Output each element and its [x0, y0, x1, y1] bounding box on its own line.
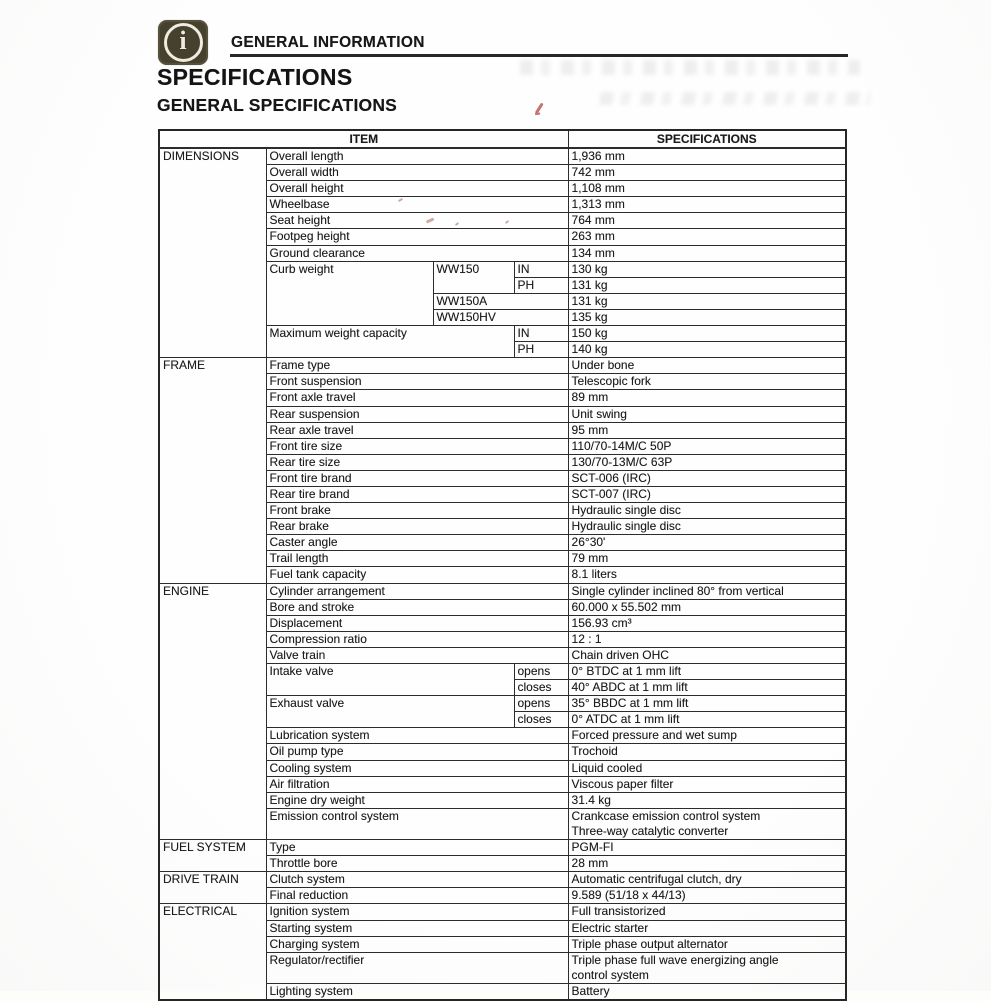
item-cell: Seat height [266, 213, 568, 229]
spec-cell: Crankcase emission control system Three-way catalytic converter [568, 808, 846, 839]
spec-cell: Battery [568, 983, 846, 1000]
item-cell: Regulator/rectifier [266, 952, 568, 983]
col-header-item: ITEM [159, 130, 568, 148]
item-cell: Air filtration [266, 776, 568, 792]
item-cell: Charging system [266, 936, 568, 952]
item-cell: closes [514, 680, 568, 696]
item-cell: Ground clearance [266, 245, 568, 261]
col-header-specifications: SPECIFICATIONS [568, 130, 846, 148]
spec-cell: Under bone [568, 358, 846, 374]
item-cell: Rear tire brand [266, 486, 568, 502]
spec-cell: 28 mm [568, 856, 846, 872]
table-header-row [159, 130, 846, 148]
spec-cell: Chain driven OHC [568, 647, 846, 663]
item-cell: Starting system [266, 920, 568, 936]
item-cell: Valve train [266, 647, 568, 663]
spec-cell: SCT-006 (IRC) [568, 470, 846, 486]
scan-artifact [520, 60, 860, 75]
item-cell: Footpeg height [266, 229, 568, 245]
item-cell: Wheelbase [266, 197, 568, 213]
item-cell: PH [514, 277, 568, 293]
spec-cell: 31.4 kg [568, 792, 846, 808]
item-cell: Lighting system [266, 983, 568, 1000]
item-cell: WW150 [433, 261, 514, 293]
item-cell: Overall width [266, 165, 568, 181]
spec-cell: Triple phase output alternator [568, 936, 846, 952]
item-cell: Clutch system [266, 872, 568, 888]
item-cell: Oil pump type [266, 744, 568, 760]
section-title: GENERAL SPECIFICATIONS [157, 95, 398, 115]
spec-cell: Electric starter [568, 920, 846, 936]
item-cell: Rear axle travel [266, 422, 568, 438]
page-title: SPECIFICATIONS [157, 64, 353, 90]
spec-cell: 156.93 cm³ [568, 615, 846, 631]
item-cell: Bore and stroke [266, 599, 568, 615]
spec-cell: 131 kg [568, 293, 846, 309]
category-cell: DRIVE TRAIN [159, 872, 266, 904]
specifications-table [158, 129, 847, 1001]
spec-cell: 0° ATDC at 1 mm lift [568, 712, 846, 728]
spec-cell: 140 kg [568, 342, 846, 358]
spec-cell: 1,936 mm [568, 148, 846, 165]
category-cell: ELECTRICAL [159, 904, 266, 1000]
item-cell: PH [514, 342, 568, 358]
spec-cell: 764 mm [568, 213, 846, 229]
spec-cell: Telescopic fork [568, 374, 846, 390]
spec-cell: 89 mm [568, 390, 846, 406]
item-cell: Front brake [266, 503, 568, 519]
item-cell: Rear brake [266, 519, 568, 535]
item-cell: Ignition system [266, 904, 568, 920]
category-cell: ENGINE [159, 583, 266, 840]
item-cell: Lubrication system [266, 728, 568, 744]
spec-cell: SCT-007 (IRC) [568, 486, 846, 502]
spec-cell: 79 mm [568, 551, 846, 567]
spec-cell: 150 kg [568, 326, 846, 342]
item-cell: opens [514, 664, 568, 680]
item-cell: Compression ratio [266, 631, 568, 647]
item-cell: Type [266, 840, 568, 856]
spec-row [159, 904, 846, 920]
item-cell: Exhaust valve [266, 696, 514, 728]
spec-row [159, 148, 846, 165]
item-cell: IN [514, 261, 568, 277]
spec-cell: 95 mm [568, 422, 846, 438]
spec-cell: 130/70-13M/C 63P [568, 454, 846, 470]
spec-cell: Automatic centrifugal clutch, dry [568, 872, 846, 888]
item-cell: Throttle bore [266, 856, 568, 872]
spec-cell: 9.589 (51/18 x 44/13) [568, 888, 846, 904]
spec-row [159, 583, 846, 599]
spec-cell: 1,313 mm [568, 197, 846, 213]
item-cell: Rear tire size [266, 454, 568, 470]
item-cell: Fuel tank capacity [266, 567, 568, 583]
spec-cell: Unit swing [568, 406, 846, 422]
item-cell: Trail length [266, 551, 568, 567]
item-cell: Front axle travel [266, 390, 568, 406]
item-cell: Displacement [266, 615, 568, 631]
spec-cell: 110/70-14M/C 50P [568, 438, 846, 454]
spec-cell: 8.1 liters [568, 567, 846, 583]
spec-cell: 40° ABDC at 1 mm lift [568, 680, 846, 696]
item-cell: Front suspension [266, 374, 568, 390]
spec-row [159, 872, 846, 888]
spec-cell: 134 mm [568, 245, 846, 261]
spec-cell: 742 mm [568, 165, 846, 181]
item-cell: Cooling system [266, 760, 568, 776]
item-cell: WW150A [433, 293, 568, 309]
spec-cell: Triple phase full wave energizing angle control system [568, 952, 846, 983]
spec-cell: Forced pressure and wet sump [568, 728, 846, 744]
info-icon [158, 20, 208, 65]
spec-cell: PGM-FI [568, 840, 846, 856]
category-cell: FUEL SYSTEM [159, 840, 266, 872]
spec-cell: 12 : 1 [568, 631, 846, 647]
item-cell: WW150HV [433, 309, 568, 325]
item-cell: IN [514, 326, 568, 342]
item-cell: closes [514, 712, 568, 728]
item-cell: Maximum weight capacity [266, 326, 514, 358]
spec-cell: 135 kg [568, 309, 846, 325]
spec-row [159, 358, 846, 374]
item-cell: opens [514, 696, 568, 712]
info-icon-circle [164, 23, 203, 62]
spec-cell: 263 mm [568, 229, 846, 245]
item-cell: Intake valve [266, 664, 514, 696]
item-cell: Curb weight [266, 261, 433, 325]
header-rule [230, 54, 848, 57]
spec-cell: 0° BTDC at 1 mm lift [568, 664, 846, 680]
item-cell: Front tire brand [266, 470, 568, 486]
chapter-title: GENERAL INFORMATION [231, 34, 425, 51]
category-cell: DIMENSIONS [159, 148, 266, 358]
spec-cell: Hydraulic single disc [568, 519, 846, 535]
spec-cell: Trochoid [568, 744, 846, 760]
spec-cell: Single cylinder inclined 80° from vertical [568, 583, 846, 599]
red-pencil-mark [535, 102, 543, 114]
item-cell: Frame type [266, 358, 568, 374]
info-icon-glyph: i [179, 26, 187, 55]
item-cell: Overall height [266, 181, 568, 197]
spec-cell: 35° BBDC at 1 mm lift [568, 696, 846, 712]
spec-cell: Liquid cooled [568, 760, 846, 776]
spec-cell: 26°30' [568, 535, 846, 551]
spec-cell: Hydraulic single disc [568, 503, 846, 519]
spec-cell: Viscous paper filter [568, 776, 846, 792]
item-cell: Final reduction [266, 888, 568, 904]
item-cell: Cylinder arrangement [266, 583, 568, 599]
spec-cell: 60.000 x 55.502 mm [568, 599, 846, 615]
category-cell: FRAME [159, 358, 266, 583]
spec-row [159, 840, 846, 856]
spec-cell: 131 kg [568, 277, 846, 293]
spec-cell: Full transistorized [568, 904, 846, 920]
scan-artifact [599, 92, 871, 105]
item-cell: Engine dry weight [266, 792, 568, 808]
item-cell: Caster angle [266, 535, 568, 551]
item-cell: Rear suspension [266, 406, 568, 422]
item-cell: Front tire size [266, 438, 568, 454]
spec-cell: 130 kg [568, 261, 846, 277]
item-cell: Overall length [266, 148, 568, 165]
item-cell: Emission control system [266, 808, 568, 839]
spec-cell: 1,108 mm [568, 181, 846, 197]
